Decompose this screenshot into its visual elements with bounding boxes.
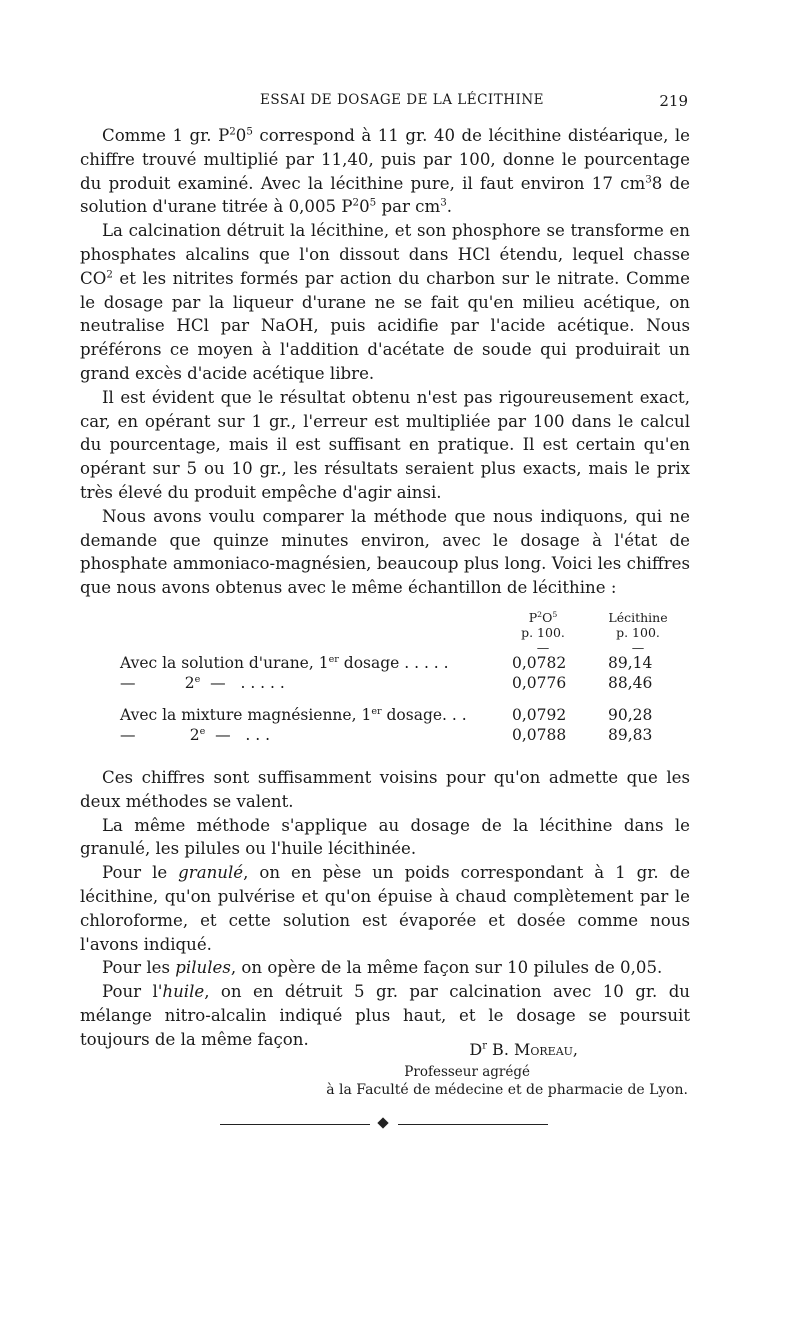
paragraph-7: Pour le granulé, on en pèse un poids correspondant à 1 gr. de lécithine, qu'on pulvérise et qu'on épuise à chaud complètement par le chloroforme, et cette solution est évaporée et dosée comme nous l'avons indiqué. <box>80 863 691 954</box>
results-table <box>80 606 688 746</box>
cell-p2o5: 0,0776 <box>512 674 567 692</box>
paragraph-4: Nous avons voulu comparer la méthode que nous indiquons, qui ne demande que quinze minutes environ, avec le dosage à l'état de phosphate ammoniaco-magnésien, beaucoup plus long. Voici les chiffres que nous avons obtenus avec le même échantillon de lécithine : <box>80 506 690 598</box>
paragraph-8: Pour les pilules, on opère de la même façon sur 10 pilules de 0,05. <box>102 958 663 978</box>
page-number: 219 <box>659 92 688 110</box>
ornament-rule-left <box>220 1124 370 1125</box>
table-row: — 2e — . . . 0,0788 89,83 <box>120 725 653 744</box>
author-affiliation: à la Faculté de médecine et de pharmacie de Lyon. <box>326 1082 688 1098</box>
article-body <box>80 124 690 600</box>
author-title: Professeur agrégé <box>404 1064 530 1080</box>
column-header-lecithine: Lécithine p. 100. — <box>608 610 668 655</box>
table-row: Avec la solution d'urane, 1er dosage . . . . . 0,0782 89,14 <box>120 653 653 672</box>
article-body-continued <box>80 766 690 1052</box>
paragraph-3: Il est évident que le résultat obtenu n'est pas rigoureusement exact, car, en opérant sur 1 gr., l'erreur est multipliée par 100 dans le calcul du pourcentage, mais il est suffisant en pratique. Il est certain qu'en opérant sur 5 ou 10 gr., les résultats seraient plus exacts, mais le prix très élevé du produit empêche d'agir ainsi. <box>80 387 690 502</box>
column-header-p2o5: $P^2O^5$ p. 100. — <box>521 609 565 655</box>
paragraph-5: Ces chiffres sont suffisamment voisins pour qu'on admette que les deux méthodes se valent. <box>80 768 690 811</box>
cell-p2o5: 0,0792 <box>512 706 567 724</box>
running-title: ESSAI DE DOSAGE DE LA LÉCITHINE <box>260 92 545 108</box>
paragraph-1: Comme 1 gr. $P^20^5$ correspond à 11 gr. 40 de lécithine distéarique, le chiffre trouvé multiplié par 11,40, puis par 100, donne le pourcentage du produit examiné. Avec la lécithine pure, il faut environ 17 $cm^38$ de solution d'urane titrée à 0,005 $P^20^5$ par $cm^3$. <box>80 125 691 217</box>
table-row: — 2e — . . . . . 0,0776 88,46 <box>120 673 653 692</box>
paragraph-6: La même méthode s'applique au dosage de la lécithine dans le granulé, les pilules ou l'huile lécithinée. <box>80 815 690 859</box>
ornament-rule-right <box>398 1124 548 1125</box>
cell-lecithine: 90,28 <box>608 706 653 724</box>
paragraph-9: Pour l'huile, on en détruit 5 gr. par calcination avec 10 gr. du mélange nitro-alcalin indiqué plus haut, et le dosage se poursuit toujours de la même façon. <box>80 982 690 1049</box>
diamond-icon <box>377 1117 388 1128</box>
author-name: $D^r$ B. Moreau, <box>469 1040 578 1059</box>
cell-lecithine: 89,83 <box>608 726 653 744</box>
end-ornament <box>220 1118 548 1130</box>
running-header <box>80 92 688 112</box>
table-row: Avec la mixture magnésienne, 1er dosage. . . 0,0792 90,28 <box>120 705 653 724</box>
cell-p2o5: 0,0788 <box>512 726 567 744</box>
cell-lecithine: 88,46 <box>608 674 653 692</box>
paragraph-2: La calcination détruit la lécithine, et son phosphore se transforme en phosphates alcalins que l'on dissout dans HCl étendu, lequel chasse $CO^2$ et les nitrites formés par action du charbon sur le nitrate. Comme le dosage par la liqueur d'urane ne se fait qu'en milieu acétique, on neutralise HCl par NaOH, puis acidifie par l'acide acétique. Nous préférons ce moyen à l'addition d'acétate de soude qui produirait un grand excès d'acide acétique libre. <box>80 221 690 383</box>
cell-lecithine: 89,14 <box>608 654 653 672</box>
cell-p2o5: 0,0782 <box>512 654 567 672</box>
